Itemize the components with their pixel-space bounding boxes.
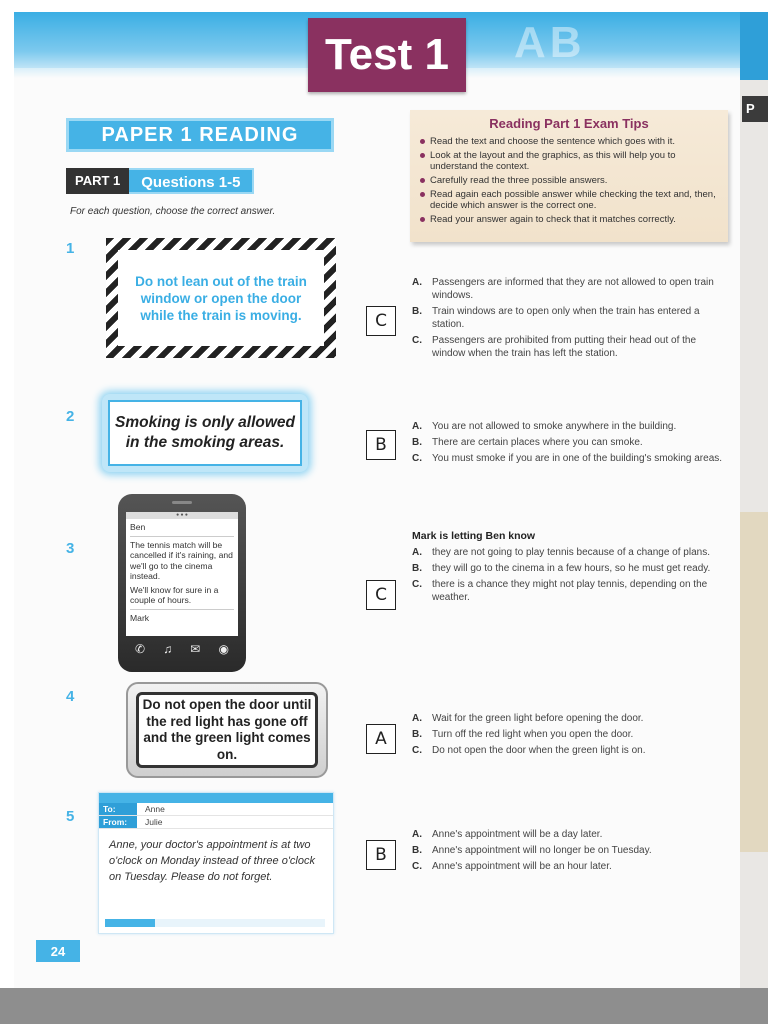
option-b[interactable]: B. they will go to the cinema in a few hours, so he must get ready.: [412, 563, 711, 574]
email-body: Anne, your doctor's appointment is at two o'clock on Monday instead of three o'clock on Tuesday. Please do not forget.: [109, 839, 315, 883]
options-question-3: [412, 530, 728, 607]
smoking-sign: [102, 394, 308, 472]
from-value: Julie: [145, 817, 163, 827]
paper-title: PAPER 1 READING: [66, 118, 334, 152]
message-line: We'll know for sure in a couple of hours.: [130, 584, 219, 605]
mail-icon: ✉: [190, 642, 201, 656]
test-title: Test 1: [308, 18, 466, 92]
question-number: 4: [66, 688, 75, 705]
answer-box-5[interactable]: B: [366, 840, 396, 870]
email-toolbar: [105, 919, 325, 927]
answer-box-1[interactable]: C: [366, 306, 396, 336]
part-label: PART 1: [66, 168, 129, 194]
options-question-4: [412, 712, 728, 760]
scan-bottom-edge: [0, 988, 768, 1024]
text-message: [126, 519, 238, 629]
sign-text: Do not lean out of the train window or open the door while the train is moving.: [118, 250, 324, 346]
sign-text: Smoking is only allowed in the smoking areas.: [108, 400, 302, 466]
option-c[interactable]: C. Anne's appointment will be an hour later.: [412, 861, 612, 872]
message-line: The tennis match will be cancelled if it's raining, and we'll go to the cinema instead.: [130, 539, 233, 581]
phone-screen: [126, 512, 238, 636]
tip-item: Carefully read the three possible answers.: [420, 175, 720, 186]
part-tag: [66, 168, 254, 194]
tip-item: Look at the layout and the graphics, as this will help you to understand the context.: [420, 150, 720, 172]
tip-item: Read your answer again to check that it matches correctly.: [420, 214, 720, 225]
option-a[interactable]: A. Wait for the green light before opening the door.: [412, 713, 644, 724]
message-sender: Mark: [130, 612, 150, 623]
option-a[interactable]: A. Passengers are informed that they are not allowed to open train windows.: [412, 277, 714, 301]
option-a[interactable]: A. they are not going to play tennis because of a change of plans.: [412, 547, 710, 558]
option-b[interactable]: B. There are certain places where you can smoke.: [412, 437, 643, 448]
option-c[interactable]: C. You must smoke if you are in one of the building's smoking areas.: [412, 453, 723, 464]
option-b[interactable]: B. Turn off the red light when you open the door.: [412, 729, 634, 740]
option-c[interactable]: C. there is a chance they might not play tennis, depending on the weather.: [412, 579, 708, 603]
option-a[interactable]: A. You are not allowed to smoke anywhere in the building.: [412, 421, 677, 432]
instruction: For each question, choose the correct answer.: [70, 206, 276, 217]
adjacent-page-tab: P: [742, 96, 768, 122]
option-a[interactable]: A. Anne's appointment will be a day later.: [412, 829, 603, 840]
phone-illustration: [118, 494, 246, 672]
music-icon: ♫: [163, 642, 173, 656]
answer-box-4[interactable]: A: [366, 724, 396, 754]
exam-tips-box: [410, 110, 728, 242]
email-title-bar: [99, 793, 333, 803]
to-value: Anne: [145, 804, 165, 814]
questions-label: Questions 1-5: [129, 168, 254, 194]
options-question-5: [412, 828, 728, 876]
phone-icon: ✆: [135, 642, 146, 656]
email-from-row: [99, 816, 333, 829]
message-recipient: Ben: [130, 522, 146, 532]
globe-icon: ◉: [218, 642, 229, 656]
option-c[interactable]: C. Do not open the door when the green light is on.: [412, 745, 646, 756]
textbook-page: [14, 12, 740, 988]
question-stem: Mark is letting Ben know: [412, 530, 536, 542]
to-label: To:: [99, 803, 137, 815]
option-b[interactable]: B. Train windows are to open only when the train has entered a station.: [412, 306, 700, 330]
question-number: 3: [66, 540, 75, 557]
phone-icons: [126, 636, 238, 662]
option-c[interactable]: C. Passengers are prohibited from putting their head out of the window when the train has left the station.: [412, 335, 697, 359]
options-question-2: [412, 420, 728, 468]
options-question-1: [412, 276, 728, 363]
sign-text: Do not open the door until the red light has gone off and the green light comes on.: [136, 692, 318, 768]
door-light-sign: [126, 682, 328, 778]
tip-item: Read again each possible answer while checking the text and, then, decide which answer is the correct one.: [420, 189, 720, 211]
answer-box-2[interactable]: B: [366, 430, 396, 460]
question-number: 5: [66, 808, 75, 825]
adjacent-page-edge: [740, 12, 768, 988]
question-number: 2: [66, 408, 75, 425]
email-to-row: [99, 803, 333, 816]
option-b[interactable]: B. Anne's appointment will no longer be on Tuesday.: [412, 845, 652, 856]
tips-list: [420, 136, 720, 228]
from-label: From:: [99, 816, 137, 828]
banner-decoration: AB: [514, 18, 586, 67]
page-number: 24: [36, 940, 80, 962]
tip-item: Read the text and choose the sentence which goes with it.: [420, 136, 720, 147]
question-number: 1: [66, 240, 75, 257]
phone-status-bar: ● ● ●: [126, 512, 238, 519]
train-window-sign: [106, 238, 336, 358]
tips-title: Reading Part 1 Exam Tips: [489, 116, 649, 131]
email-illustration: [98, 792, 334, 934]
answer-box-3[interactable]: C: [366, 580, 396, 610]
